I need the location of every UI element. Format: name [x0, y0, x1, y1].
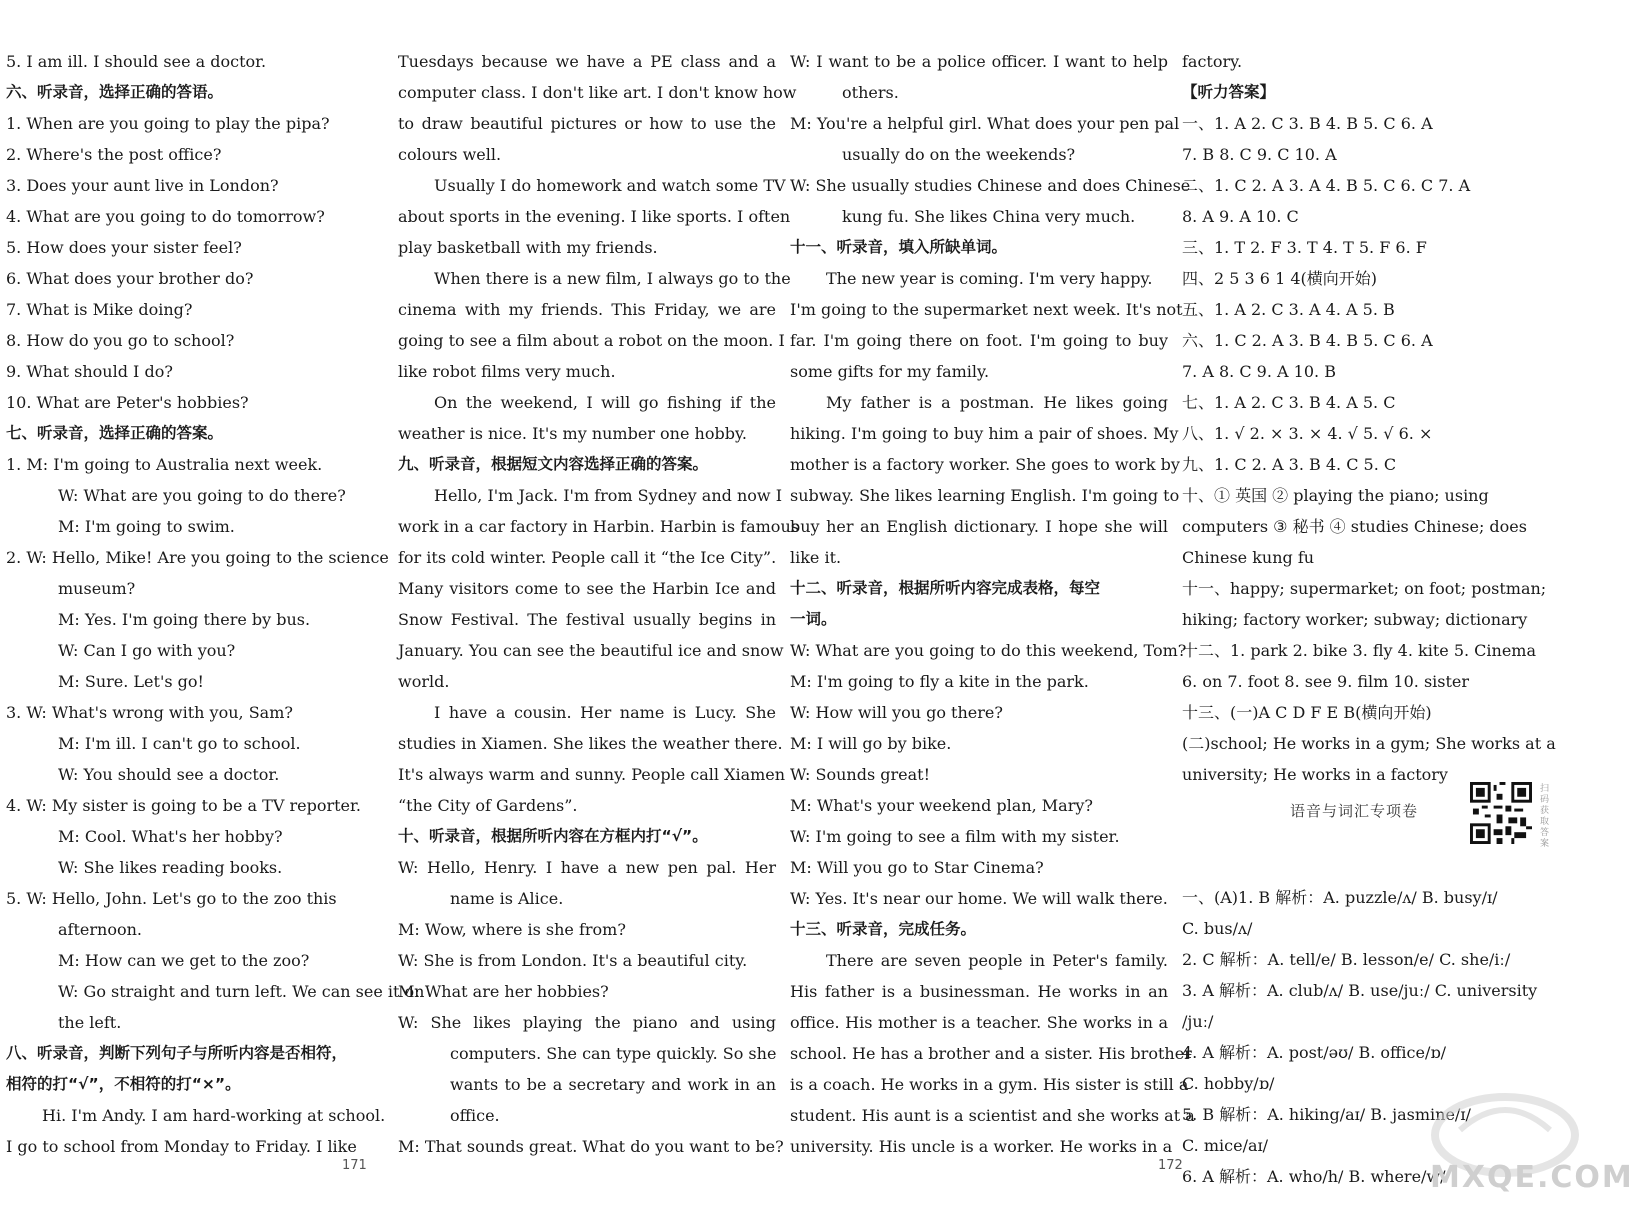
- col4a-line: Chinese kung fu: [1182, 548, 1315, 567]
- col2-line: studies in Xiamen. She likes the weather there.: [398, 734, 783, 753]
- col3-line: others.: [842, 83, 899, 102]
- col4a-line: 三、1. T 2. F 3. T 4. T 5. F 6. F: [1182, 238, 1427, 257]
- col2-line: 九、听录音，根据短文内容选择正确的答案。: [398, 455, 709, 473]
- col2-line: When there is a new film, I always go to the: [434, 269, 791, 288]
- col4b-line: C. hobby/ɒ/: [1182, 1074, 1275, 1093]
- col1-line: M: Sure. Let's go!: [58, 672, 204, 691]
- col2-line: going to see a film about a robot on the moon. I: [398, 331, 785, 350]
- col4b-line: C. bus/ʌ/: [1182, 919, 1253, 938]
- col3-line: university. His uncle is a worker. He works in a: [790, 1137, 1173, 1156]
- col3-line: M: I'm going to fly a kite in the park.: [790, 672, 1089, 691]
- col3-line: M: Will you go to Star Cinema?: [790, 858, 1044, 877]
- col3-line: kung fu. She likes China very much.: [842, 207, 1136, 226]
- listening-answers: [1182, 46, 1594, 790]
- col1-line: W: Can I go with you?: [58, 641, 236, 660]
- col2-line: Tuesdays because we have a PE class and a: [398, 52, 776, 71]
- col2-line: wants to be a secretary and work in an: [450, 1075, 776, 1094]
- col3-line: W: I'm going to see a film with my sister.: [790, 827, 1120, 846]
- col1-line: 2. W: Hello, Mike! Are you going to the science: [6, 548, 389, 567]
- col1-line: 4. What are you going to do tomorrow?: [6, 207, 325, 226]
- col4a-line: 十、① 英国 ② playing the piano; using: [1182, 486, 1489, 505]
- col3-line: subway. She likes learning English. I'm going to: [790, 486, 1180, 505]
- col4b-line: 5. B 解析：A. hiking/aɪ/ B. jasmine/ɪ/: [1182, 1105, 1471, 1124]
- col4b-line: 4. A 解析：A. post/əʊ/ B. office/ɒ/: [1182, 1043, 1446, 1062]
- col4b-line: /juː/: [1182, 1012, 1214, 1031]
- column-4: [1182, 46, 1594, 1192]
- col3-line: office. His mother is a teacher. She works in a: [790, 1013, 1168, 1032]
- col4a-line: 二、1. C 2. A 3. A 4. B 5. C 6. C 7. A: [1182, 176, 1471, 195]
- col4a-line: factory.: [1182, 52, 1243, 71]
- col4a-line: 十二、1. park 2. bike 3. fly 4. kite 5. Cinema: [1182, 641, 1537, 660]
- col1-line: the left.: [58, 1013, 122, 1032]
- col2-line: play basketball with my friends.: [398, 238, 658, 257]
- col1-line: 相符的打“√”，不相符的打“×”。: [6, 1075, 241, 1093]
- col4b-line: 3. A 解析：A. club/ʌ/ B. use/juː/ C. university: [1182, 981, 1538, 1000]
- col4a-line: 8. A 9. A 10. C: [1182, 207, 1299, 226]
- col4a-line: 7. A 8. C 9. A 10. B: [1182, 362, 1336, 381]
- col3-line: His father is a businessman. He works in an: [790, 982, 1168, 1001]
- col3-line: W: Yes. It's near our home. We will walk there.: [790, 889, 1168, 908]
- col3-line: W: She usually studies Chinese and does Chinese: [790, 176, 1191, 195]
- col1-line: afternoon.: [58, 920, 142, 939]
- col4a-line: 7. B 8. C 9. C 10. A: [1182, 145, 1337, 164]
- watermark-text: MXQE.COM: [1430, 1160, 1634, 1195]
- col4a-line: (二)school; He works in a gym; She works at a: [1182, 734, 1556, 753]
- col2-line: Snow Festival. The festival usually begins in: [398, 610, 776, 629]
- col3-line: The new year is coming. I'm very happy.: [826, 269, 1153, 288]
- col2-line: Usually I do homework and watch some TV: [434, 176, 786, 195]
- col1-line: M: How can we get to the zoo?: [58, 951, 310, 970]
- col1-line: W: You should see a doctor.: [58, 765, 280, 784]
- col1-line: 8. How do you go to school?: [6, 331, 235, 350]
- col3-line: usually do on the weekends?: [842, 145, 1076, 164]
- col3-line: 十三、听录音，完成任务。: [790, 920, 977, 938]
- col4a-line: 九、1. C 2. A 3. B 4. C 5. C: [1182, 455, 1397, 474]
- col3-line: My father is a postman. He likes going: [826, 393, 1168, 412]
- col4a-line: 6. on 7. foot 8. see 9. film 10. sister: [1182, 672, 1470, 691]
- col1-line: 3. W: What's wrong with you, Sam?: [6, 703, 293, 722]
- col4b-line: 6. A 解析：A. who/h/ B. where/w/: [1182, 1167, 1446, 1186]
- col4a-line: 【听力答案】: [1182, 83, 1276, 101]
- col2-line: On the weekend, I will go fishing if the: [434, 393, 776, 412]
- col4a-line: 一、1. A 2. C 3. B 4. B 5. C 6. A: [1182, 114, 1433, 133]
- col1-line: 7. What is Mike doing?: [6, 300, 193, 319]
- col2-line: cinema with my friends. This Friday, we are: [398, 300, 776, 319]
- col1-line: 3. Does your aunt live in London?: [6, 176, 279, 195]
- col2-line: name is Alice.: [450, 889, 564, 908]
- col1-line: 5. How does your sister feel?: [6, 238, 242, 257]
- column-2: [398, 46, 799, 1162]
- col1-line: museum?: [58, 579, 136, 598]
- col3-line: 一词。: [790, 610, 837, 628]
- col1-line: W: She likes reading books.: [58, 858, 283, 877]
- col3-line: W: What are you going to do this weekend, Tom?: [790, 641, 1187, 660]
- col2-line: about sports in the evening. I like sports. I often: [398, 207, 791, 226]
- col2-line: W: She is from London. It's a beautiful city.: [398, 951, 748, 970]
- col1-line: M: I'm going to swim.: [58, 517, 235, 536]
- col4a-line: 八、1. √ 2. × 3. × 4. √ 5. √ 6. ×: [1182, 424, 1433, 443]
- col1-line: 八、听录音，判断下列句子与所听内容是否相符，: [6, 1044, 348, 1062]
- col2-line: office.: [450, 1106, 500, 1125]
- col2-line: Many visitors come to see the Harbin Ice and: [398, 579, 776, 598]
- col2-line: to draw beautiful pictures or how to use the: [398, 114, 776, 133]
- col1-line: 2. Where's the post office?: [6, 145, 222, 164]
- col3-line: 十一、听录音，填入所缺单词。: [790, 238, 1008, 256]
- col4a-line: 四、2 5 3 6 1 4(横向开始): [1182, 269, 1377, 288]
- col4a-line: computers ③ 秘书 ④ studies Chinese; does: [1182, 517, 1527, 536]
- col1-line: M: Yes. I'm going there by bus.: [58, 610, 311, 629]
- col3-line: I'm going to the supermarket next week. It's not: [790, 300, 1183, 319]
- col2-line: W: She likes playing the piano and using: [398, 1013, 776, 1032]
- col1-line: W: What are you going to do there?: [58, 486, 346, 505]
- col3-line: buy her an English dictionary. I hope she will: [790, 517, 1168, 536]
- col3-line: student. His aunt is a scientist and she works at a: [790, 1106, 1195, 1125]
- col1-line: 4. W: My sister is going to be a TV reporter.: [6, 796, 361, 815]
- column-3: [790, 46, 1195, 1162]
- col2-line: M: That sounds great. What do you want to be?: [398, 1137, 784, 1156]
- col3-line: M: What's your weekend plan, Mary?: [790, 796, 1093, 815]
- col2-line: Hello, I'm Jack. I'm from Sydney and now I: [434, 486, 783, 505]
- col1-line: 1. When are you going to play the pipa?: [6, 114, 330, 133]
- col4a-line: 七、1. A 2. C 3. B 4. A 5. C: [1182, 393, 1396, 412]
- col2-line: computers. She can type quickly. So she: [450, 1044, 777, 1063]
- col2-line: weather is nice. It's my number one hobby.: [398, 424, 747, 443]
- col4a-line: university; He works in a factory: [1182, 765, 1448, 784]
- watermark-logo-icon: [1420, 1080, 1590, 1220]
- col2-line: M: Wow, where is she from?: [398, 920, 626, 939]
- col2-line: W: Hello, Henry. I have a new pen pal. Her: [398, 858, 776, 877]
- col1-line: 六、听录音，选择正确的答语。: [6, 83, 224, 101]
- col3-line: M: You're a helpful girl. What does your pen pal: [790, 114, 1180, 133]
- col1-line: 1. M: I'm going to Australia next week.: [6, 455, 323, 474]
- col4a-line: 十一、happy; supermarket; on foot; postman;: [1182, 579, 1547, 598]
- col3-line: There are seven people in Peter's family.: [826, 951, 1168, 970]
- col3-line: some gifts for my family.: [790, 362, 990, 381]
- col2-line: like robot films very much.: [398, 362, 616, 381]
- col1-line: 5. I am ill. I should see a doctor.: [6, 52, 267, 71]
- col2-line: I have a cousin. Her name is Lucy. She: [434, 703, 776, 722]
- col2-line: colours well.: [398, 145, 502, 164]
- col3-line: W: Sounds great!: [790, 765, 931, 784]
- col2-line: M: What are her hobbies?: [398, 982, 609, 1001]
- section-title: 语音与词汇专项卷: [1290, 802, 1419, 820]
- col2-line: work in a car factory in Harbin. Harbin is famous: [398, 517, 799, 536]
- col3-line: like it.: [790, 548, 842, 567]
- qr-side-text: 扫码获取答案: [1540, 784, 1550, 849]
- col1-line: I go to school from Monday to Friday. I like: [6, 1137, 357, 1156]
- col1-line: 5. W: Hello, John. Let's go to the zoo this: [6, 889, 337, 908]
- col4b-line: C. mice/aɪ/: [1182, 1136, 1268, 1155]
- col1-line: Hi. I'm Andy. I am hard-working at school.: [42, 1106, 386, 1125]
- col2-line: It's always warm and sunny. People call Xiamen: [398, 765, 786, 784]
- col1-line: M: Cool. What's her hobby?: [58, 827, 283, 846]
- col2-line: “the City of Gardens”.: [398, 796, 578, 815]
- col3-line: far. I'm going there on foot. I'm going to buy: [790, 331, 1168, 350]
- col1-line: M: I'm ill. I can't go to school.: [58, 734, 301, 753]
- col4a-line: 五、1. A 2. C 3. A 4. A 5. B: [1182, 300, 1395, 319]
- col2-line: computer class. I don't like art. I don't know how: [398, 83, 797, 102]
- col2-line: January. You can see the beautiful ice and snow: [398, 641, 784, 660]
- col1-line: W: Go straight and turn left. We can see it on: [58, 982, 425, 1001]
- col3-line: M: I will go by bike.: [790, 734, 952, 753]
- page-number-left: 171: [342, 1158, 367, 1173]
- col3-line: W: How will you go there?: [790, 703, 1003, 722]
- col4a-line: hiking; factory worker; subway; dictionary: [1182, 610, 1528, 629]
- col1-line: 6. What does your brother do?: [6, 269, 254, 288]
- col1-line: 10. What are Peter's hobbies?: [6, 393, 249, 412]
- col3-line: hiking. I'm going to buy him a pair of shoes. My: [790, 424, 1179, 443]
- col4a-line: 十三、(一)A C D F E B(横向开始): [1182, 703, 1432, 722]
- col3-line: mother is a factory worker. She goes to work by: [790, 455, 1180, 474]
- col2-line: 十、听录音，根据所听内容在方框内打“√”。: [398, 827, 708, 845]
- col2-line: for its cold winter. People call it “the Ice City”.: [398, 548, 777, 567]
- col4a-line: 六、1. C 2. A 3. B 4. B 5. C 6. A: [1182, 331, 1433, 350]
- col4b-line: 2. C 解析：A. tell/e/ B. lesson/e/ C. she/iː/: [1182, 950, 1511, 969]
- col3-line: is a coach. He works in a gym. His sister is still a: [790, 1075, 1189, 1094]
- col2-line: world.: [398, 672, 450, 691]
- col1-line: 七、听录音，选择正确的答案。: [6, 424, 224, 442]
- col1-line: 9. What should I do?: [6, 362, 173, 381]
- col3-line: 十二、听录音，根据所听内容完成表格，每空: [790, 579, 1101, 597]
- qr-code-icon: [1470, 782, 1532, 844]
- col4b-line: 一、(A)1. B 解析：A. puzzle/ʌ/ B. busy/ɪ/: [1182, 888, 1498, 907]
- col3-line: school. He has a brother and a sister. His brother: [790, 1044, 1192, 1063]
- col3-line: W: I want to be a police officer. I want to help: [790, 52, 1168, 71]
- page-number-right: 172: [1158, 1158, 1183, 1173]
